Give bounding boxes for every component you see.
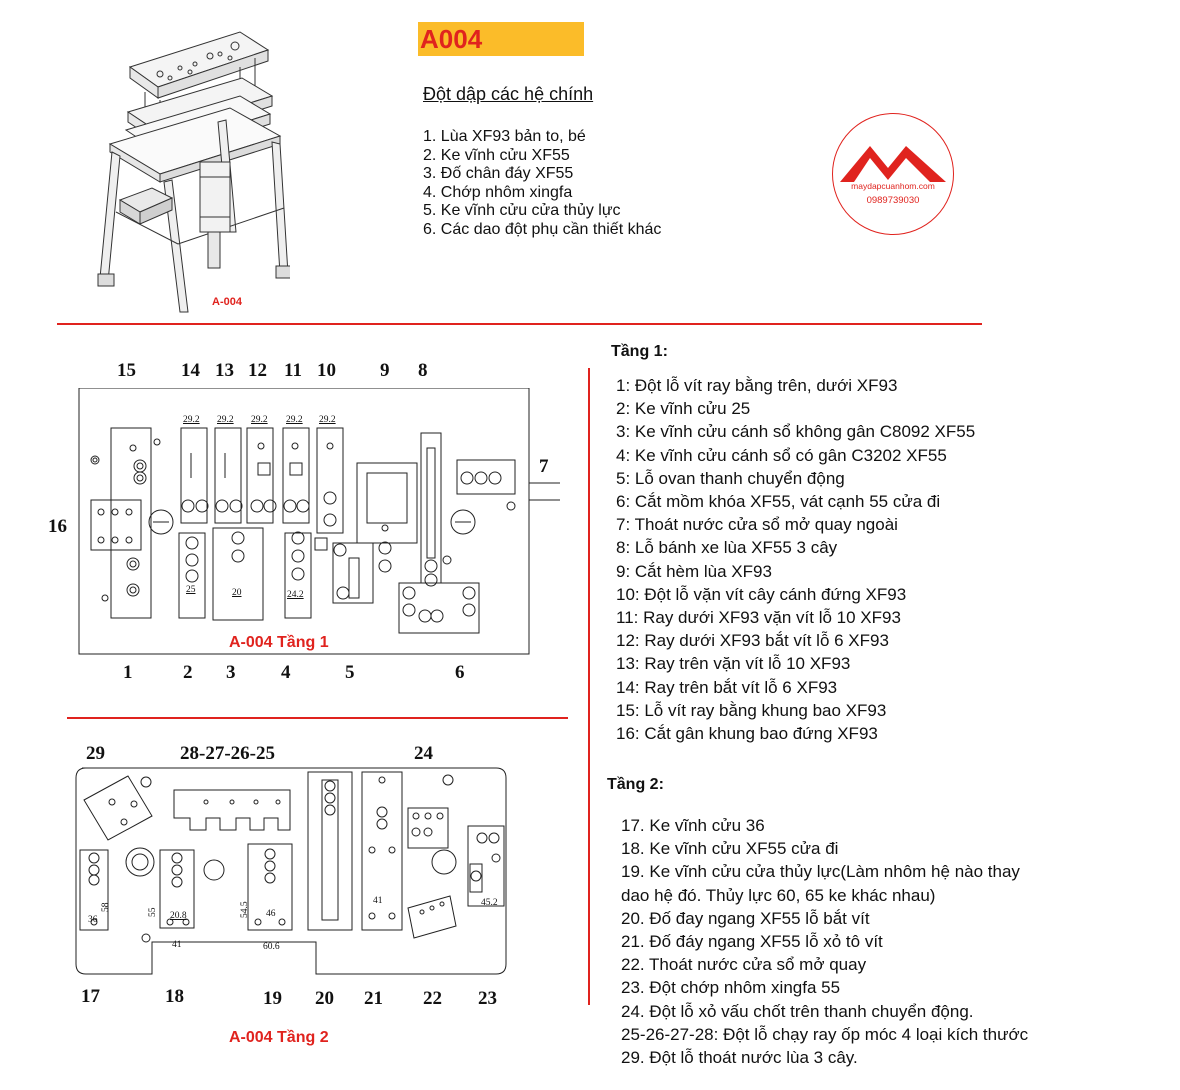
feature-item: 2. Ke vĩnh cửu XF55 — [423, 146, 570, 164]
tier2-label-23: 23 — [478, 988, 497, 1009]
tier1-label-8: 8 — [418, 360, 428, 381]
tier1-dim: 29.2 — [217, 415, 234, 425]
tier1-item: 16: Cắt gân khung bao đứng XF93 — [616, 724, 878, 744]
tier2-label-21: 21 — [364, 988, 383, 1009]
tier1-item: 7: Thoát nước cửa sổ mở quay ngoài — [616, 515, 898, 535]
tier2-item: 17. Ke vĩnh cửu 36 — [621, 816, 765, 835]
feature-item: 4. Chớp nhôm xingfa — [423, 183, 573, 201]
tier1-label-2: 2 — [183, 662, 193, 683]
tier1-label-14: 14 — [181, 360, 200, 381]
tier1-label-11: 11 — [284, 360, 302, 381]
tier1-item: 12: Ray dưới XF93 bắt vít lỗ 6 XF93 — [616, 631, 889, 651]
tier1-item: 1: Đột lỗ vít ray bằng trên, dưới XF93 — [616, 376, 898, 395]
tier1-dim: 29.2 — [183, 415, 200, 425]
tier2-title: Tầng 2: — [607, 776, 664, 793]
tier1-item: 14: Ray trên bắt vít lỗ 6 XF93 — [616, 677, 838, 697]
tier2-dim: 20.8 — [170, 911, 187, 921]
tier2-label-22: 22 — [423, 988, 442, 1009]
tier1-label-6: 6 — [455, 662, 465, 683]
tier2-label-19: 19 — [263, 988, 282, 1009]
tier1-label-9: 9 — [380, 360, 390, 381]
tier2-item: 25-26-27-28: Đột lỗ chạy ray ốp móc 4 loại kích thước — [621, 1024, 1029, 1044]
tier2-item: 20. Đố đay ngang XF55 lỗ bắt vít — [621, 908, 870, 928]
tier1-dim: 24.2 — [287, 590, 304, 600]
tier1-label-10: 10 — [317, 360, 336, 381]
tier1-item: 3: Ke vĩnh cửu cánh sổ không gân C8092 XF55 — [616, 422, 976, 442]
tier2-dim: 41 — [373, 896, 383, 906]
tier2-label-24: 24 — [414, 743, 433, 764]
tier1-dim: 29.2 — [286, 415, 303, 425]
feature-item: 1. Lùa XF93 bản to, bé — [423, 128, 586, 145]
tier1-drawing — [75, 388, 565, 658]
tier1-caption: A-004 Tầng 1 — [229, 634, 329, 651]
tier1-item: 10: Đột lỗ vặn vít cây cánh đứng XF93 — [616, 584, 907, 604]
tier2-dim: 54.5 — [240, 901, 250, 918]
tier1-item: 5: Lỗ ovan thanh chuyển động — [616, 468, 845, 488]
tier1-dim: 20 — [232, 588, 242, 598]
tier2-caption: A-004 Tầng 2 — [229, 1029, 329, 1046]
tier1-dim: 25 — [186, 585, 196, 595]
divider-middle — [67, 717, 568, 719]
tier2-item: 29. Đột lỗ thoát nước lùa 3 cây. — [621, 1048, 858, 1068]
divider-top — [57, 323, 982, 325]
tier1-item: 13: Ray trên vặn vít lỗ 10 XF93 — [616, 654, 851, 674]
tier1-dim: 29.2 — [251, 415, 268, 425]
tier2-item: 21. Đố đáy ngang XF55 lỗ xỏ tô vít — [621, 932, 883, 952]
divider-vertical — [588, 368, 590, 1005]
tier1-label-16: 16 — [48, 516, 67, 537]
tier1-label-4: 4 — [281, 662, 291, 683]
tier2-list — [621, 814, 1028, 1069]
tier2-dim: 46 — [266, 909, 276, 919]
tier2-dim: 36 — [88, 915, 98, 925]
tier2-label-29: 29 — [86, 743, 105, 764]
tier1-item: 4: Ke vĩnh cửu cánh sổ có gân C3202 XF55 — [616, 445, 947, 465]
tier2-label-20: 20 — [315, 988, 334, 1009]
tier1-label-13: 13 — [215, 360, 234, 381]
tier2-item: 18. Ke vĩnh cửu XF55 cửa đi — [621, 839, 839, 859]
feature-list — [423, 128, 661, 239]
tier2-dim: 45.2 — [481, 898, 498, 908]
tier1-item: 2: Ke vĩnh cửu 25 — [616, 399, 751, 419]
tier2-label-17: 17 — [81, 986, 100, 1007]
tier1-label-1: 1 — [123, 662, 133, 683]
tier2-item: 24. Đột lỗ xỏ vấu chốt trên thanh chuyển động. — [621, 1001, 974, 1021]
feature-item: 3. Đố chân đáy XF55 — [423, 165, 574, 182]
tier1-item: 8: Lỗ bánh xe lùa XF55 3 cây — [616, 538, 838, 558]
tier2-drawing — [72, 766, 512, 978]
feature-item: 5. Ke vĩnh cửu cửa thủy lực — [423, 202, 621, 219]
tier1-list — [616, 374, 975, 745]
feature-item: 6. Các dao đột phụ cần thiết khác — [423, 220, 662, 238]
tier1-dim: 29.2 — [319, 415, 336, 425]
product-subtitle: Đột dập các hệ chính — [423, 84, 594, 104]
tier2-item: 23. Đột chớp nhôm xingfa 55 — [621, 978, 841, 998]
tier1-item: 9: Cắt hèm lùa XF93 — [616, 561, 772, 581]
tier2-dim: 41 — [172, 940, 182, 950]
tier2-dim: 55 — [148, 907, 158, 917]
tier1-title: Tầng 1: — [611, 343, 668, 360]
tier2-item: 22. Thoát nước cửa sổ mở quay — [621, 955, 867, 975]
logo-mountains-icon — [838, 140, 948, 186]
tier1-label-5: 5 — [345, 662, 355, 683]
product-code: A004 — [418, 22, 584, 56]
logo-phone: 0989739030 — [866, 195, 920, 206]
tier2-item: 19. Ke vĩnh cửu cửa thủy lực(Làm nhôm hệ nào thay — [621, 862, 1020, 882]
tier1-item: 15: Lỗ vít ray bằng khung bao XF93 — [616, 700, 887, 720]
tier1-label-15: 15 — [117, 360, 136, 381]
tier1-label-3: 3 — [226, 662, 236, 683]
logo-url: maydapcuanhom.com — [851, 181, 935, 191]
machine-label: A-004 — [212, 296, 242, 308]
tier2-dim: 58 — [101, 902, 111, 912]
tier2-item: dao hệ đó. Thủy lực 60, 65 ke khác nhau) — [621, 885, 936, 905]
tier1-label-12: 12 — [248, 360, 267, 381]
tier2-label-18: 18 — [165, 986, 184, 1007]
tier1-item: 6: Cắt mồm khóa XF55, vát cạnh 55 cửa đi — [616, 492, 941, 512]
tier1-item: 11: Ray dưới XF93 vặn vít lỗ 10 XF93 — [616, 608, 901, 628]
tier2-label-28-25: 28-27-26-25 — [180, 743, 275, 764]
machine-drawing — [90, 12, 290, 317]
tier2-dim: 60.6 — [263, 942, 280, 952]
tier1-label-7: 7 — [539, 456, 549, 477]
